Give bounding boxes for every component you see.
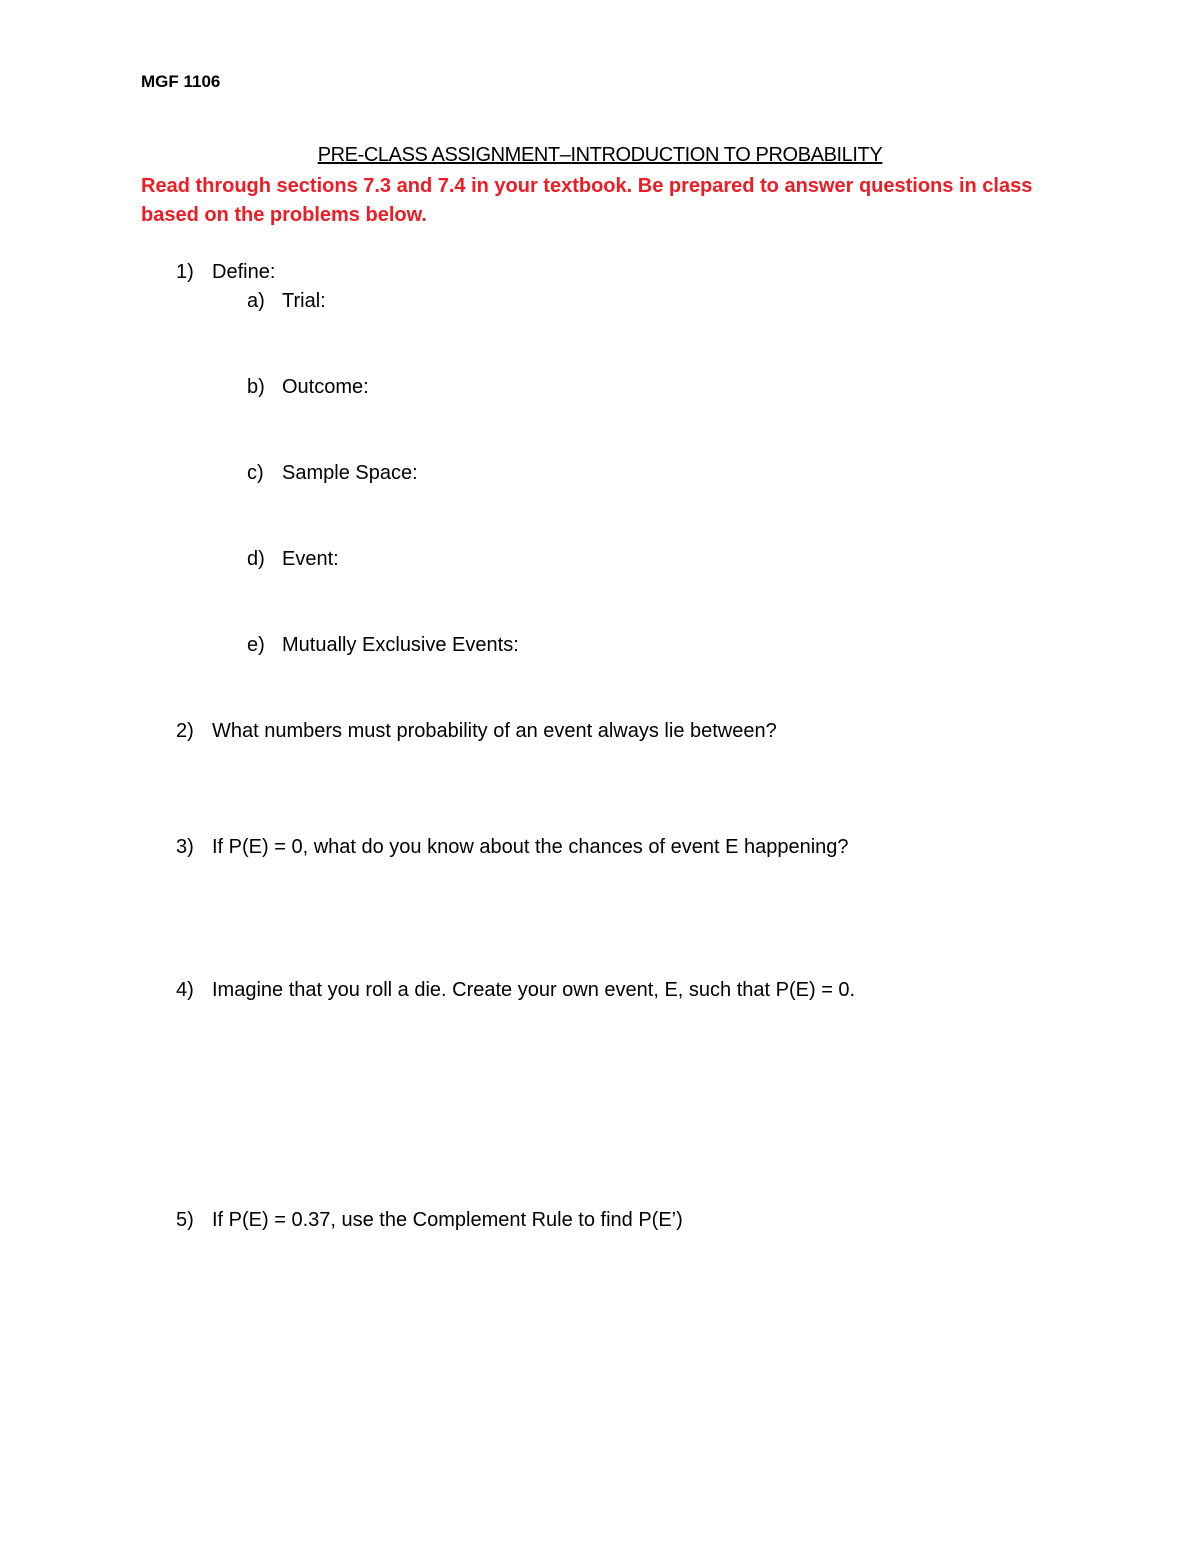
question-1: [176, 260, 275, 284]
subitem-letter: e): [247, 634, 265, 656]
subitem-event: [247, 547, 339, 571]
question-text: Define:: [212, 261, 276, 283]
question-5: [176, 1208, 683, 1232]
subitem-text: Mutually Exclusive Events:: [282, 634, 519, 656]
subitem-sample-space: [247, 461, 418, 485]
question-text: Imagine that you roll a die. Create your own event, E, such that P(E) = 0.: [212, 979, 856, 1001]
subitem-letter: c): [247, 462, 264, 484]
subitem-text: Trial:: [282, 290, 326, 312]
subitem-letter: b): [247, 376, 265, 398]
question-number: 2): [176, 720, 194, 742]
question-text: If P(E) = 0.37, use the Complement Rule to find P(E’): [212, 1209, 683, 1231]
instructions-text: Read through sections 7.3 and 7.4 in your textbook. Be prepared to answer questions in class based on the problems below.: [141, 175, 1033, 226]
subitem-mutually-exclusive: [247, 633, 519, 657]
question-3: [176, 835, 849, 859]
question-4: [176, 978, 855, 1002]
question-text: What numbers must probability of an event always lie between?: [212, 720, 777, 742]
question-number: 3): [176, 836, 194, 858]
course-code: MGF 1106: [141, 72, 221, 91]
subitem-outcome: [247, 375, 369, 399]
subitem-text: Outcome:: [282, 376, 369, 398]
question-number: 1): [176, 261, 194, 283]
question-2: [176, 719, 777, 743]
question-number: 5): [176, 1209, 194, 1231]
subitem-text: Event:: [282, 548, 339, 570]
question-text: If P(E) = 0, what do you know about the chances of event E happening?: [212, 836, 849, 858]
assignment-title: PRE-CLASS ASSIGNMENT–INTRODUCTION TO PROBABILITY: [317, 144, 883, 166]
subitem-text: Sample Space:: [282, 462, 418, 484]
subitem-letter: d): [247, 548, 265, 570]
subitem-trial: [247, 289, 326, 313]
subitem-letter: a): [247, 290, 265, 312]
question-number: 4): [176, 979, 194, 1001]
